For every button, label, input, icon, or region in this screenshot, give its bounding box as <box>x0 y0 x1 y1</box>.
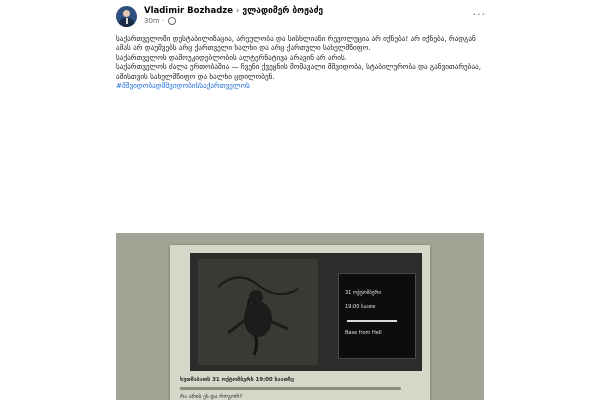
flyer-lead-line: ხუთშაბათს 31 ოქტომბერს 19:00 საათზე <box>180 377 295 383</box>
author-name-line <box>144 6 323 16</box>
post-meta <box>144 17 176 25</box>
flyer-question: რა არის ეს და როგორ? <box>180 394 243 400</box>
post-body <box>116 34 484 90</box>
event-poster <box>190 253 422 371</box>
share-arrow-icon: › <box>235 6 240 16</box>
post-paragraph: საქართველოს ძალა ერთობაშია — ჩვენი ქვეყნის მომავალი მშვიდობა, სტაბილურობა და განვითარებაა, ამისთვის სახელმწიფო და ხალხი ცდილობენ. <box>116 62 481 81</box>
post-paragraph: საქართველოს დამოუკიდებლობის ალტერნატივა არავინ არ არის. <box>116 52 348 62</box>
poster-time: 19:00 საათი <box>345 304 376 310</box>
post-timestamp[interactable]: 30m <box>144 17 160 25</box>
printed-sheet <box>170 245 430 400</box>
globe-icon <box>168 17 176 25</box>
more-options-icon[interactable]: ··· <box>472 8 486 21</box>
avatar-tie <box>126 18 128 24</box>
avatar-head <box>123 10 130 17</box>
flyer-text <box>180 377 420 400</box>
dot-separator: · <box>161 17 165 25</box>
post-paragraph: საქართველოში დესტაბილიზაცია, არეულობა და სისხლიანი რევოლუცია არ იქნება! არ იქნება, რადგან ამას არ დაუშვებს არც ქართველი ხალხი და არც ქართული სახელმწიფო. <box>116 34 476 53</box>
author-avatar[interactable] <box>116 6 137 27</box>
post-photo[interactable] <box>116 233 484 400</box>
flyer-text-line <box>180 387 401 390</box>
author-alt-name[interactable]: ვლადიმერ ბოჟაძე <box>242 6 324 16</box>
figure-sketch-icon <box>198 259 318 365</box>
post-hashtag[interactable]: #მშვიდობადმშვიდობისსაქართველოს <box>116 81 250 91</box>
poster-venue: Base from Hell <box>345 330 382 336</box>
author-name[interactable]: Vladimir Bozhadze <box>144 6 233 16</box>
poster-text-line <box>347 320 397 322</box>
post-header <box>116 6 486 28</box>
facebook-post-card <box>108 0 492 400</box>
event-info-box <box>338 273 416 359</box>
poster-artwork <box>198 259 318 365</box>
poster-heading: 31 ოქტომბერი <box>345 290 381 296</box>
